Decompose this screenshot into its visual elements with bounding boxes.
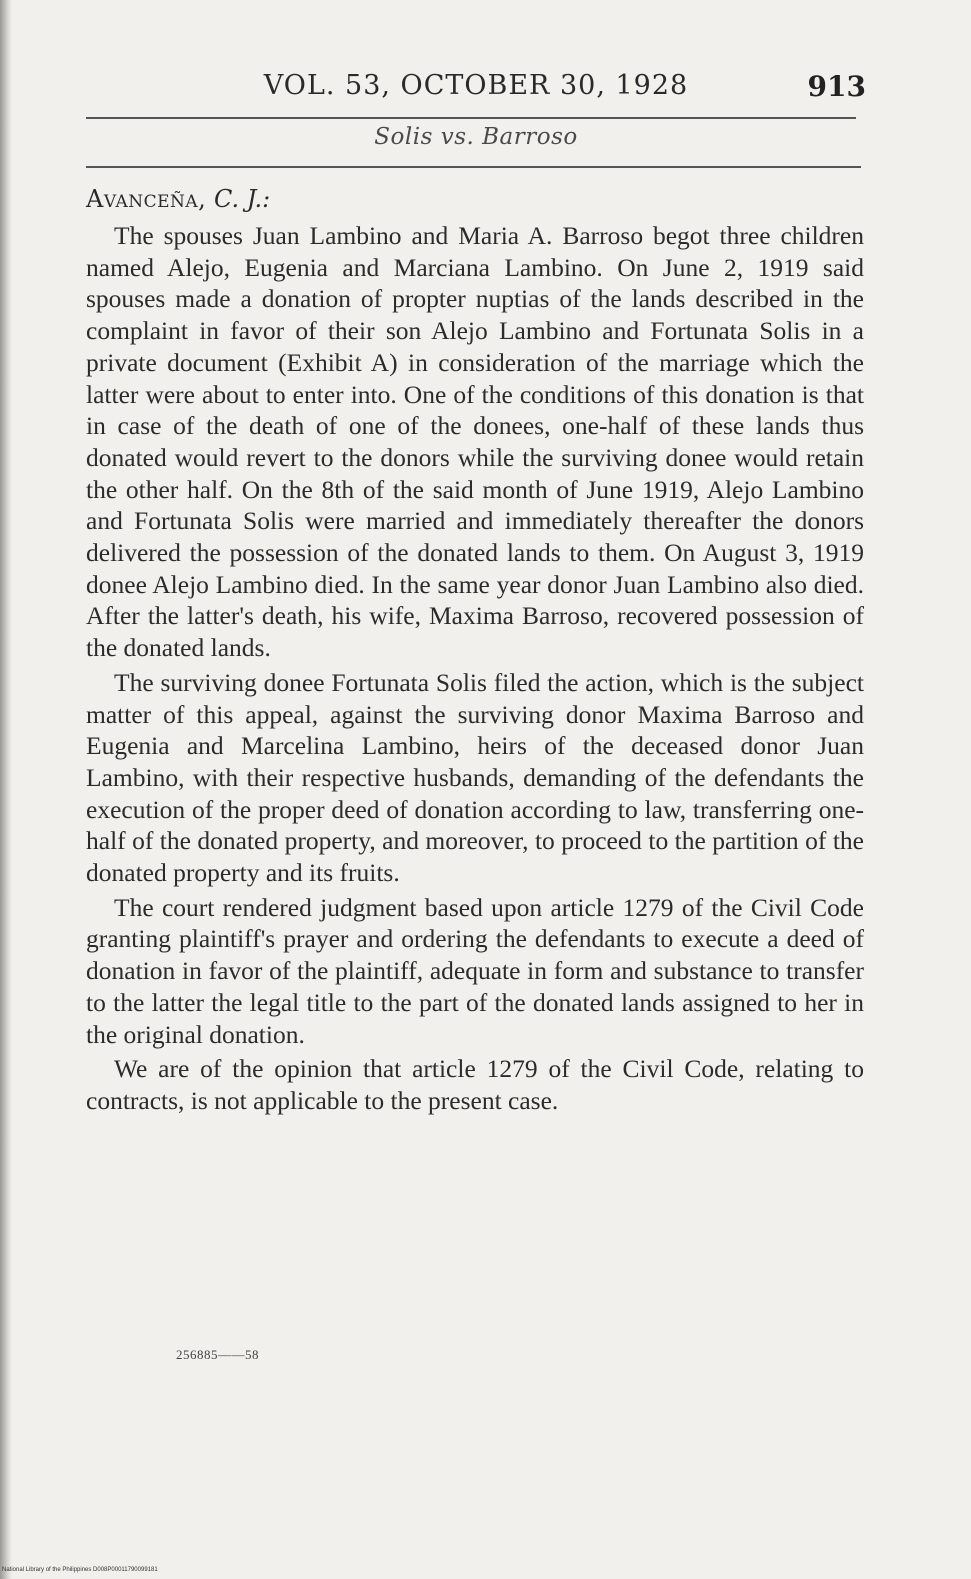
opinion-paragraph: The spouses Juan Lambino and Maria A. Barroso begot three children named Alejo, Eugenia and Marciana Lambino. On June 2, 1919 said spouses made a donation of propter nuptias of the lands described in the complaint in favor of their son Alejo Lambino and Fortunata Solis in a private document (Exhibit A) in consideration of the marriage which the latter were about to enter into. One of the conditions of this donation is that in case of the death of one of the donees, one-half of these lands thus donated would revert to the donors while the surviving donee would retain the other half. On the 8th of the said month of June 1919, Alejo Lambino and Fortunata Solis were married and immediately thereafter the donors delivered the possession of the donated lands to them. On August 3, 1919 donee Alejo Lambino died. In the same year donor Juan Lambino also died. After the latter's death, his wife, Maxima Barroso, recovered possession of the donated lands.	[86, 221, 864, 663]
opinion-paragraph: We are of the opinion that article 1279 of the Civil Code, relating to contracts, is not applicable to the present case.	[86, 1054, 864, 1115]
opinion-body	[86, 220, 864, 1117]
print-signature-mark: 256885——58	[176, 1347, 259, 1362]
justice-name: Avanceña,	[86, 185, 207, 213]
running-title: VOL. 53, OCTOBER 30, 1928	[263, 70, 689, 101]
page-number: 913	[807, 70, 866, 103]
opinion-paragraph: The court rendered judgment based upon article 1279 of the Civil Code granting plaintiff's prayer and ordering the defendants to execute a deed of donation in favor of the plaintiff, adequate in form and substance to transfer to the latter the legal title to the part of the donated lands assigned to her in the original donation.	[86, 892, 864, 1049]
header-rule-top	[86, 117, 856, 119]
case-title: Solis vs. Barroso	[374, 124, 578, 150]
running-head	[86, 70, 866, 110]
header-rule-bottom	[86, 166, 861, 168]
scan-credit: National Library of the Philippines D008P00011790099181	[2, 1567, 158, 1573]
opinion-paragraph: The surviving donee Fortunata Solis filed the action, which is the subject matter of this appeal, against the surviving donor Maxima Barroso and Eugenia and Marcelina Lambino, heirs of the deceased donor Juan Lambino, with their respective husbands, demanding of the defendants the execution of the proper deed of donation according to law, transferring one-half of the donated property, and moreover, to proceed to the partition of the donated property and its fruits.	[86, 667, 864, 888]
justice-heading	[86, 185, 270, 213]
justice-title: C. J.:	[213, 185, 271, 213]
